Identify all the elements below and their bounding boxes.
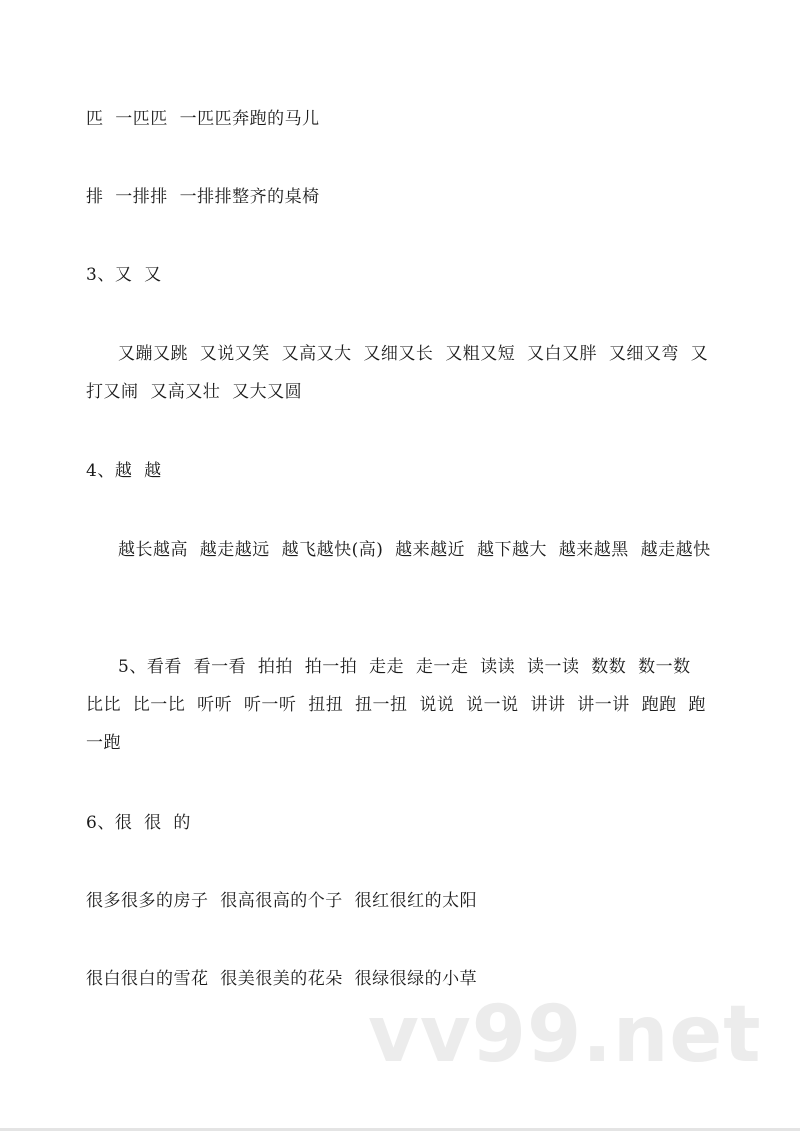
section-heading-4: 4、越 越	[86, 461, 162, 481]
text-line-6b: 很白很白的雪花 很美很美的花朵 很绿很绿的小草	[86, 969, 478, 989]
paragraph-4: 越长越高 越走越远 越飞越快(高) 越来越近 越下越大 越来越黑 越走越快	[118, 540, 711, 560]
paragraph-5: 5、看看 看一看 拍拍 拍一拍 走走 走一走 读读 读一读 数数 数一数 比比 比一比 听听 听一听 扭扭 扭一扭 说说 说一说 讲讲 讲一讲 跑跑 跑一跑	[86, 657, 706, 753]
page-bottom-divider	[0, 1128, 800, 1131]
paragraph-3: 又蹦又跳 又说又笑 又高又大 又细又长 又粗又短 又白又胖 又细又弯 又打又闹 又高又壮 又大又圆	[86, 344, 709, 402]
text-line-6a: 很多很多的房子 很高很高的个子 很红很红的太阳	[86, 891, 478, 911]
text-line-2: 排 一排排 一排排整齐的桌椅	[86, 187, 320, 207]
section-heading-3: 3、又 又	[86, 265, 162, 285]
watermark-text: vv99.net	[368, 990, 762, 1080]
section-heading-6: 6、很 很 的	[86, 813, 191, 833]
text-line-1: 匹 一匹匹 一匹匹奔跑的马儿	[86, 109, 320, 129]
